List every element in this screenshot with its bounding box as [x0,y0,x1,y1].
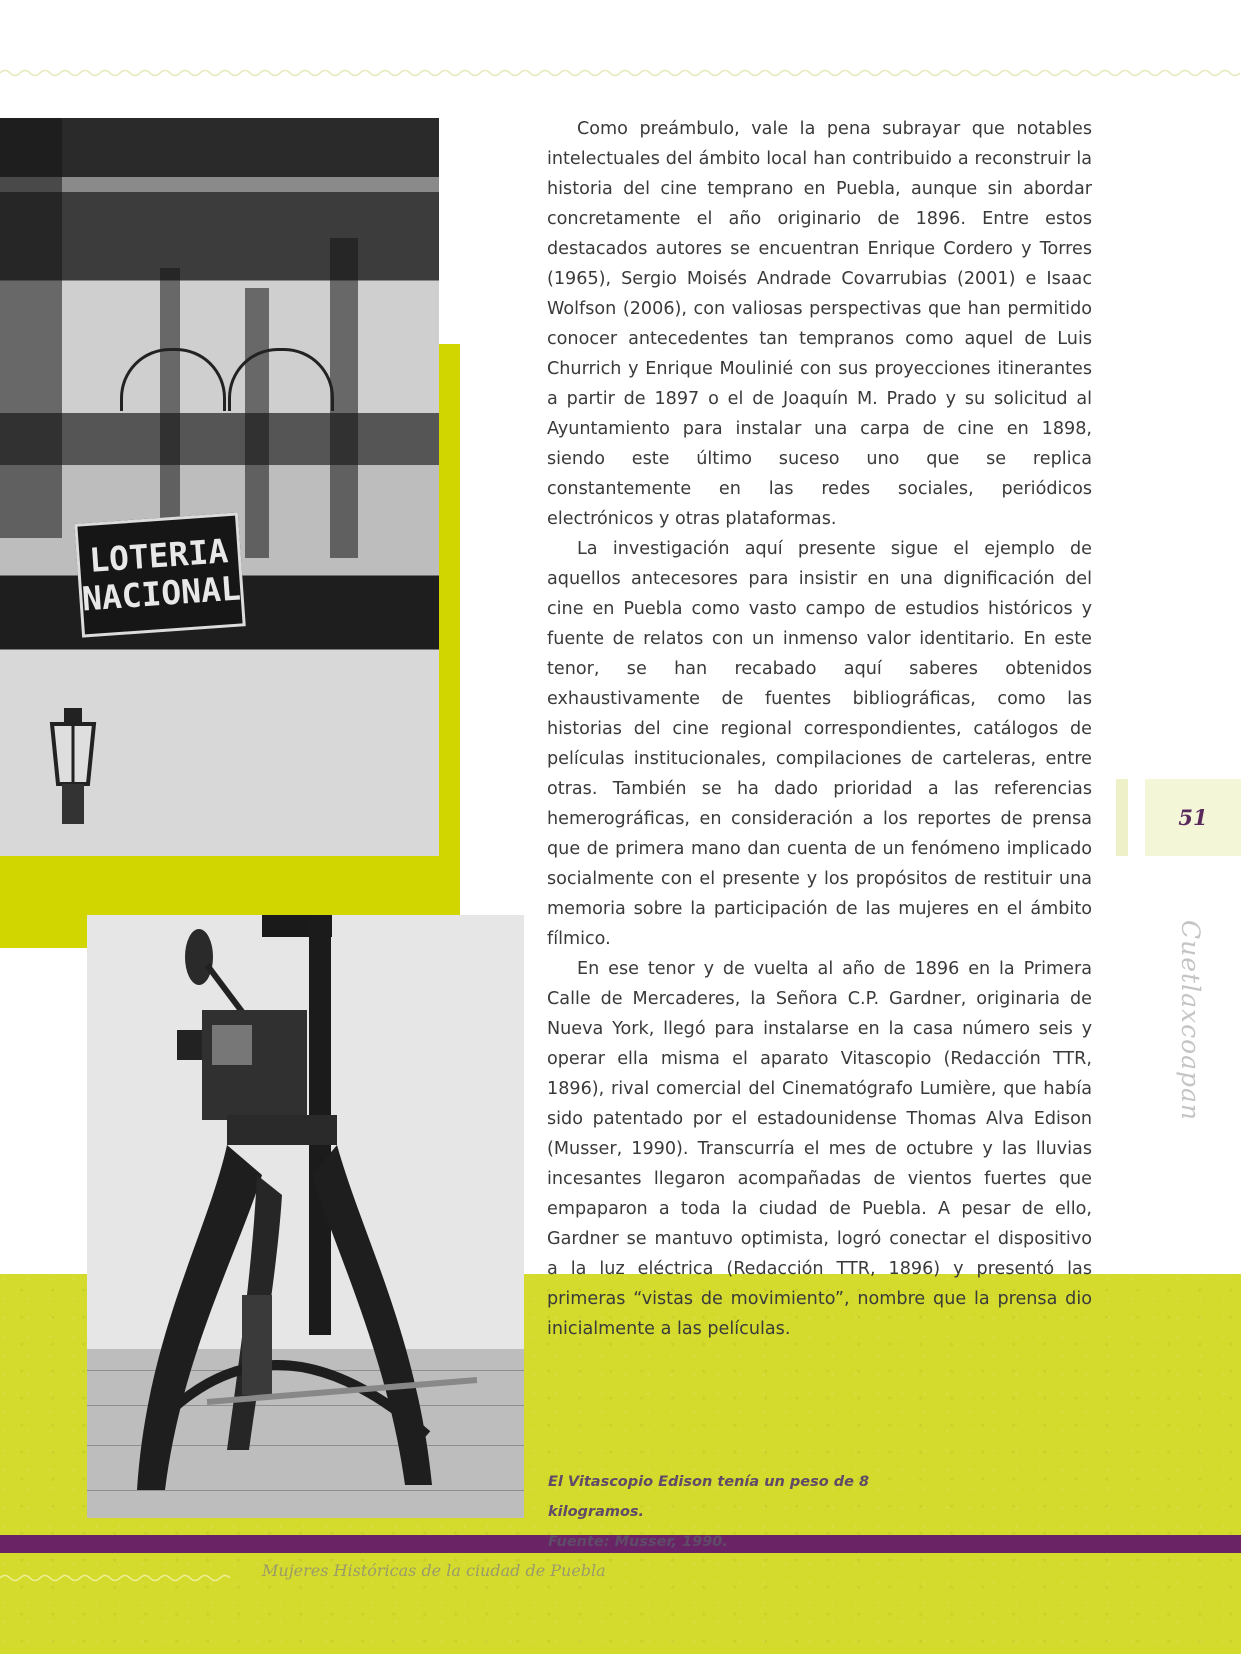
photo-shadow [0,118,62,538]
top-wave-divider [0,66,1241,80]
vitascope-machine-photo [87,915,524,1518]
photo-arch [228,348,334,411]
historic-street-photo [0,118,439,856]
paragraph-3: En ese tenor y de vuelta al año de 1896 en la Primera Calle de Mercaderes, la Señora C.P. Gardner, originaria de Nueva York, llegó para instalarse en la casa número seis y operar ella misma el aparato Vitascopio (Redacción TTR, 1896), rival comercial del Cinematógrafo Lumière, que había sido patentado por el estadounidense Thomas Alva Edison (Musser, 1990). Transcurría el mes de octubre y las lluvias incesantes llegaron acompañadas de vientos fuertes que empaparon a toda la ciudad de Puebla. A pesar de ello, Gardner se mantuvo optimista, logró conectar el dispositivo a la luz eléctrica (Redacción TTR, 1896) y presentó las primeras “vistas de movimiento”, nombre que la prensa dio inicialmente a las películas. [547,959,1092,1339]
photo-pillar [330,238,358,558]
footer-wave-divider [0,1572,235,1584]
street-lantern [42,704,104,824]
caption-line-2: Fuente: Musser, 1990. [548,1534,728,1550]
paragraph-2: La investigación aquí presente sigue el ejemplo de aquellos antecesores para insistir en una dignificación del cine en Puebla como vasto campo de estudios históricos y fuente de relatos con un inmenso valor identitario. En este tenor, se han recabado aquí saberes obtenidos exhaustivamente de fuentes bibliográficas, como las historias del cine regional correspondientes, catálogos de películas institucionales, compilaciones de carteleras, entre otras. También se ha dado prioridad a las referencias hemerográficas, en consideración a los reportes de prensa que de primera mano dan cuenta de un fenómeno implicado socialmente con el presente y los propósitos de restituir una memoria sobre la participación de las mujeres en el ámbito fílmico. [547,539,1092,949]
sign-line-2: NACIONAL [80,568,242,619]
footer-book-title: Mujeres Históricas de la ciudad de Puebla [262,1561,606,1580]
photo-pillar [245,288,269,558]
caption-line-1: El Vitascopio Edison tenía un peso de 8 kilogramos. [548,1474,870,1520]
paragraph-1: Como preámbulo, vale la pena subrayar que notables intelectuales del ámbito local han contribuido a reconstruir la historia del cine temprano en Puebla, aunque sin abordar concretamente el año originario de 1896. Entre estos destacados autores se encuentran Enrique Cordero y Torres (1965), Sergio Moisés Andrade Covarrubias (2001) e Isaac Wolfson (2006), con valiosas perspectivas que han permitido conocer antecedentes tan tempranos como aquel de Luis Churrich y Enrique Moulinié con sus proyecciones itinerantes a partir de 1897 o el de Joaquín M. Prado y su solicitud al Ayuntamiento para instalar una carpa de cine en 1898, siendo este último suceso uno que se replica constantemente en las redes sociales, periódicos electrónicos y otras plataformas. [547,119,1092,529]
green-accent-strip [102,856,460,916]
photo-arch [120,348,226,411]
photo-pillar [160,268,180,558]
page-number-accent [1116,779,1128,856]
running-side-title: Cuetlaxcoapan [1176,920,1205,1122]
vitascope-illustration [87,915,524,1518]
photo-caption [548,1467,968,1557]
article-body [547,114,1092,1344]
lottery-sign [74,512,246,637]
page-number: 51 [1145,779,1241,856]
sign-line-1: LOTERIA [87,531,230,580]
